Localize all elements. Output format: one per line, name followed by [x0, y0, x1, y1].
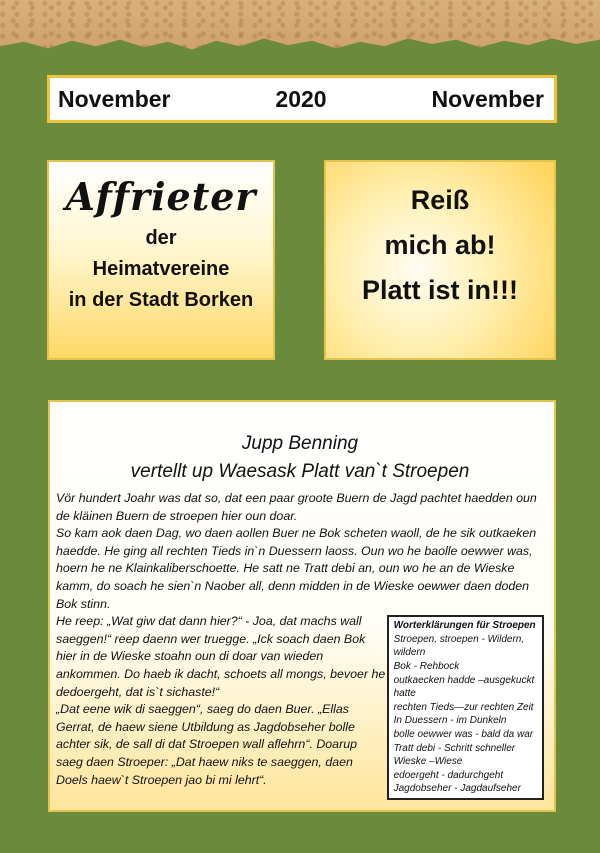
article-lower — [56, 613, 544, 800]
article-paragraph-3: He reep: „Wat giw dat dann hier?“ - Joa, dat machs wall saeggen!“ reep daenn wer truegge. „Ick soach daen Bok hier in de Wieske stoahn oun di doar van wieden ankommen. Do haeb ik dacht, schoets all mongs, bevoer he dedoergeht, dat is`t sichaste!“ — [56, 614, 386, 699]
article-body — [56, 490, 544, 800]
article-paragraph-2: So kam aok daen Dag, wo daen aollen Buer ne Bok scheten waoll, de he sik outkaeken haedde. He ging all rechten Tieds in`n Duessern laoss. Oun wo he baolle oewwer was, hoern he ne Klainkaliberschoette. He satt ne Tratt debi an, oun wo he an de Wieske kamm, do soach he sien`n Naober all, denn midden in de Wieske oewwer daen doden Bok stinn. — [56, 526, 537, 611]
month-right: November — [431, 85, 544, 112]
glossary-entry: rechten Tieds—zur rechten Zeit — [393, 701, 534, 713]
article-box — [48, 400, 556, 812]
slogan — [326, 178, 554, 313]
glossary-entry: Bok - Rehbock — [393, 660, 460, 672]
masthead-line-3: in der Stadt Borken — [68, 289, 254, 311]
slogan-line-1: Reiß — [410, 185, 470, 215]
masthead-line-2: Heimatvereine — [92, 258, 230, 280]
masthead-line-1: der — [145, 227, 177, 249]
year: 2020 — [275, 85, 327, 112]
article-title — [56, 430, 544, 486]
glossary-entry: Wieske –Wiese — [393, 756, 463, 768]
affrieter-logo: Affrieter — [65, 174, 257, 219]
slogan-line-3: Platt ist in!!! — [362, 275, 518, 305]
glossary-entry: Stroepen, stroepen - Wildern, wildern — [393, 633, 525, 659]
glossary-entry: outkaecken hadde –ausgekuckt hatte — [393, 674, 535, 700]
article-headline: vertellt up Waesask Platt van`t Stroepen — [130, 461, 470, 482]
glossary-heading: Worterklärungen für Stroepen — [393, 620, 536, 632]
article-paragraph-4: „Dat eene wik di saeggen“, saeg do daen Buer. „Ellas Gerrat, de haew siene Utbildung as Jagdobseher bolle achter sik, de sall di dat Stroepen wall aflehrn“. Doarup saeg daen Stroeper: „Dat haew niks te saeggen, daen Doels haew`t Stroepen jao bi mi lehrt“. — [56, 702, 357, 787]
glossary-box — [387, 615, 544, 800]
glossary-entry: In Duessern - im Dunkeln — [393, 715, 507, 727]
glossary-entry: edoergeht - dadurchgeht — [393, 769, 504, 781]
glossary-entry: Tratt debi - Schritt schneller — [393, 742, 516, 754]
torn-paper-strip — [0, 0, 600, 55]
glossary-entry: Jagdobseher - Jagdaufseher — [393, 783, 521, 795]
month-left: November — [58, 85, 171, 112]
masthead-box — [47, 160, 275, 360]
slogan-line-2: mich ab! — [384, 230, 496, 260]
date-banner — [47, 75, 557, 123]
glossary-entry: bolle oewwer was - bald da war — [393, 728, 534, 740]
slogan-box — [324, 160, 556, 360]
article-author: Jupp Benning — [241, 433, 359, 454]
article-left-column — [56, 613, 387, 789]
article-paragraph-1: Vör hundert Joahr was dat so, dat een paar groote Buern de Jagd pachtet haedden oun de kläinen Buern de stroepen hier oun doar. — [56, 491, 537, 523]
masthead-subtitle — [49, 223, 273, 316]
